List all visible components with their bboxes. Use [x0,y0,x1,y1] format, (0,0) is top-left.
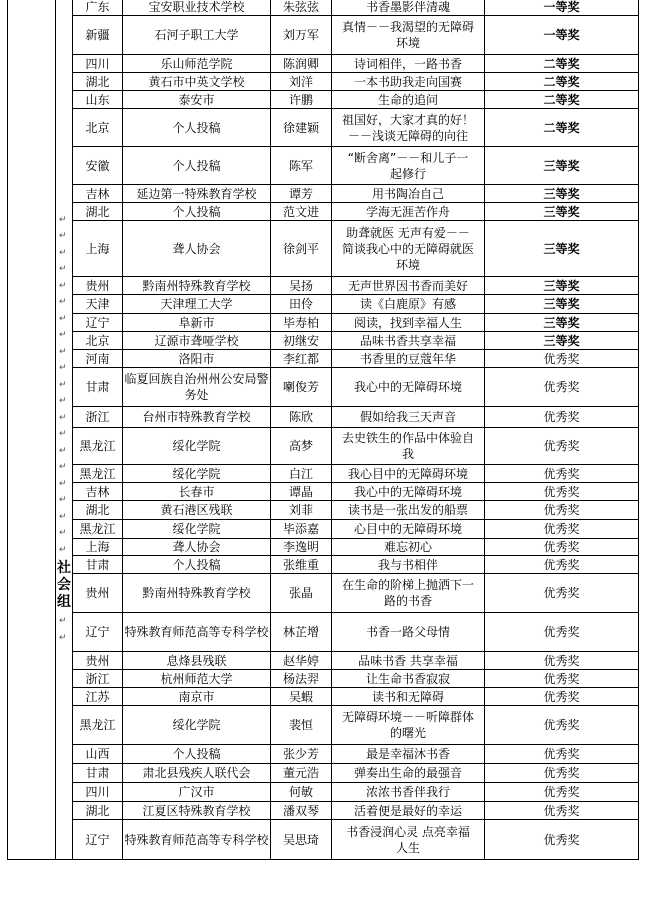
award-cell: 优秀奖 [485,670,639,688]
title-cell [332,520,485,539]
province-cell: 河南 [73,350,123,368]
title-cell [332,185,485,203]
unit-cell: 广汉市 [123,783,271,802]
title-cell [332,0,485,16]
unit-cell: 天津理工大学 [123,295,271,314]
title-cell [332,428,485,465]
table-row [8,295,639,314]
name-cell: 陈润卿 [271,55,332,73]
unit-cell: 聋人协会 [123,221,271,277]
award-cell: 三等奖 [485,295,639,314]
award-cell: 二等奖 [485,109,639,147]
title-line: 祖国好，大家才真的好！ [341,112,474,127]
title-cell [332,539,485,556]
title-line: 在生命的阶梯上抛洒下一 [341,578,474,592]
name-cell: 李逸明 [271,539,332,556]
award-cell: 优秀奖 [485,350,639,368]
paragraph-mark: ↵ [59,429,67,440]
province-cell: 上海 [73,221,123,277]
award-cell: 三等奖 [485,332,639,350]
title-cell [332,203,485,221]
title-cell [332,221,485,277]
table-row [8,802,639,820]
name-cell: 赵华婷 [271,652,332,670]
name-cell: 田伶 [271,295,332,314]
table-row [8,670,639,688]
name-cell: 潘双琴 [271,802,332,820]
group-column [56,0,73,860]
award-cell: 优秀奖 [485,520,639,539]
table-row [8,501,639,520]
title-line: 让生命书香寂寂 [365,671,450,686]
title-line: 心目中的无障碍环境 [353,522,462,536]
paragraph-mark: ↵ [59,330,67,341]
unit-cell: 泰安市 [123,91,271,109]
unit-cell: 黄石港区残联 [123,501,271,520]
table-row [8,314,639,332]
name-cell: 朱弦弦 [271,0,332,16]
paragraph-marks [56,212,72,559]
paragraph-mark: ↵ [59,511,67,522]
title-line: 无障碍环境－－听障群体 [341,710,474,724]
province-cell: 北京 [73,332,123,350]
province-cell: 四川 [73,783,123,802]
title-cell [332,783,485,802]
paragraph-mark: ↵ [59,528,67,539]
unit-cell: 宝安职业技术学校 [123,0,271,16]
unit-cell: 特殊教育师范高等专科学校 [123,820,271,860]
title-line: 的曙光 [389,726,426,740]
award-cell: 一等奖 [485,16,639,55]
name-cell: 张少芳 [271,745,332,764]
province-cell: 黑龙江 [73,520,123,539]
province-cell: 浙江 [73,670,123,688]
unit-cell: 石河子职工大学 [123,16,271,55]
province-cell: 山东 [73,91,123,109]
title-line: 假如给我三天声音 [359,410,456,424]
province-cell: 湖北 [73,73,123,91]
paragraph-mark: ↵ [59,214,67,225]
table-row [8,109,639,147]
table-row [8,764,639,783]
province-cell: 黑龙江 [73,465,123,483]
award-table-body [8,0,639,860]
title-cell [332,706,485,745]
table-row [8,706,639,745]
table-row [8,55,639,73]
award-cell: 优秀奖 [485,368,639,407]
unit-cell: 肃北县残疾人联代会 [123,764,271,783]
unit-cell: 黔南州特殊教育学校 [123,277,271,295]
title-line: 我心中的无障碍环境 [353,380,462,394]
title-cell [332,109,485,147]
title-cell [332,332,485,350]
award-cell: 优秀奖 [485,483,639,501]
province-cell: 辽宁 [73,613,123,652]
unit-cell: 特殊教育师范高等专科学校 [123,613,271,652]
unit-cell: 个人投稿 [123,745,271,764]
name-cell: 何敏 [271,783,332,802]
paragraph-mark: ↵ [59,396,67,407]
province-cell: 湖北 [73,501,123,520]
award-table [7,0,639,860]
title-line: 书香浸润心灵 点亮幸福 [346,824,470,839]
award-cell: 优秀奖 [485,764,639,783]
award-cell: 二等奖 [485,91,639,109]
award-cell: 优秀奖 [485,820,639,860]
title-line: 用书陶冶自己 [371,186,444,201]
title-cell [332,350,485,368]
name-cell: 徐剑平 [271,221,332,277]
name-cell: 裴恒 [271,706,332,745]
paragraph-mark: ↵ [59,231,67,242]
paragraph-mark: ↵ [59,544,67,555]
province-cell: 甘肃 [73,764,123,783]
table-row [8,783,639,802]
name-cell: 谭芳 [271,185,332,203]
title-cell [332,465,485,483]
title-line: 我心中的无障碍环境 [353,484,462,499]
table-row [8,203,639,221]
unit-cell: 黄石市中英文学校 [123,73,271,91]
name-cell: 毕添嘉 [271,520,332,539]
unit-cell: 黔南州特殊教育学校 [123,574,271,613]
title-line: 品味书香共享幸福 [359,333,456,348]
blank-column [8,0,56,860]
unit-cell: 阜新市 [123,314,271,332]
title-cell [332,314,485,332]
award-cell: 优秀奖 [485,556,639,574]
province-cell: 天津 [73,295,123,314]
name-cell: 范文进 [271,203,332,221]
award-cell: 三等奖 [485,277,639,295]
award-cell: 三等奖 [485,185,639,203]
unit-cell: 绥化学院 [123,465,271,483]
table-row [8,185,639,203]
unit-cell: 聋人协会 [123,539,271,556]
title-line: 起修行 [389,166,426,181]
unit-cell: 延边第一特殊教育学校 [123,185,271,203]
title-line: 我心目中的无障碍环境 [347,466,468,481]
table-row [8,16,639,55]
title-cell [332,277,485,295]
table-row [8,652,639,670]
paragraph-mark: ↵ [59,297,67,308]
title-line: 品味书香 共享幸福 [358,653,458,668]
title-cell [332,820,485,860]
province-cell: 辽宁 [73,820,123,860]
name-cell: 喇俊芳 [271,368,332,407]
paragraph-mark: ↵ [59,346,67,357]
unit-cell: 个人投稿 [123,556,271,574]
award-cell: 二等奖 [485,55,639,73]
table-row [8,574,639,613]
name-cell: 初继安 [271,332,332,350]
unit-cell: 辽源市聋哑学校 [123,332,271,350]
table-row [8,465,639,483]
table-row [8,428,639,465]
title-line: 读《白鹿原》有感 [359,297,456,311]
title-line: 人生 [395,840,420,855]
province-cell: 甘肃 [73,368,123,407]
group-label [57,560,71,611]
table-row [8,332,639,350]
title-cell [332,483,485,501]
name-cell: 刘菲 [271,501,332,520]
table-row [8,539,639,556]
unit-cell: 长春市 [123,483,271,501]
name-cell: 吴扬 [271,277,332,295]
province-cell: 新疆 [73,16,123,55]
title-line: 书香里的豆蔻年华 [359,351,456,366]
title-cell [332,688,485,706]
award-cell: 三等奖 [485,314,639,332]
award-cell: 三等奖 [485,147,639,185]
province-cell: 吉林 [73,483,123,501]
group-label-char: 会 [57,577,71,594]
title-cell [332,295,485,314]
unit-cell: 个人投稿 [123,147,271,185]
province-cell: 北京 [73,109,123,147]
province-cell: 辽宁 [73,314,123,332]
title-cell [332,368,485,407]
paragraph-mark: ↵ [59,280,67,291]
title-line: 环境 [395,257,420,272]
title-line: 最是幸福沐书香 [365,747,450,761]
title-line: 路的书香 [383,594,432,608]
title-line: 简谈我心中的无障碍就医 [341,241,474,256]
paragraph-mark: ↵ [59,616,67,627]
unit-cell: 绥化学院 [123,520,271,539]
unit-cell: 个人投稿 [123,109,271,147]
title-line: 一本书助我走向国赛 [353,74,462,89]
unit-cell: 江夏区特殊教育学校 [123,802,271,820]
title-line: 助聋就医 无声有爱－－ [346,225,470,240]
title-line: 去史铁生的作品中体验自 [341,431,474,445]
table-row [8,147,639,185]
title-cell [332,55,485,73]
province-cell: 贵州 [73,574,123,613]
table-row [8,520,639,539]
unit-cell: 临夏回族自治州州公安局警务处 [123,368,271,407]
province-cell: 四川 [73,55,123,73]
province-cell: 黑龙江 [73,706,123,745]
table-row [8,745,639,764]
group-label-char: 组 [57,594,71,611]
paragraph-mark: ↵ [59,313,67,324]
title-line: 我 [401,447,414,461]
name-cell: 陈军 [271,147,332,185]
province-cell: 安徽 [73,147,123,185]
title-line: 难忘初心 [383,540,432,554]
table-row [8,407,639,428]
award-cell: 优秀奖 [485,539,639,556]
title-line: 真情－－我渴望的无障碍 [341,20,474,34]
title-line: 无声世界因书香而美好 [347,278,468,293]
province-cell: 吉林 [73,185,123,203]
group-label-char: 社 [57,560,71,577]
award-cell: 优秀奖 [485,465,639,483]
title-line: “断舍离”－－和儿子一 [347,150,469,165]
name-cell: 吴蝦 [271,688,332,706]
name-cell: 刘万军 [271,16,332,55]
table-row [8,91,639,109]
title-line: 学海无涯苦作舟 [365,204,450,219]
paragraph-mark: ↵ [59,264,67,275]
title-line: 弹奏出生命的最强音 [353,766,462,780]
title-cell [332,745,485,764]
table-row [8,483,639,501]
award-cell: 二等奖 [485,73,639,91]
unit-cell: 绥化学院 [123,706,271,745]
unit-cell: 息烽县残联 [123,652,271,670]
title-cell [332,91,485,109]
award-cell: 优秀奖 [485,802,639,820]
province-cell: 浙江 [73,407,123,428]
title-line: 活着便是最好的幸运 [353,803,462,818]
paragraph-mark: ↵ [59,462,67,473]
title-line: 读书是一张出发的船票 [347,503,468,517]
paragraph-mark: ↵ [59,379,67,390]
title-cell [332,16,485,55]
paragraph-mark: ↵ [59,247,67,258]
title-line: 诗词相伴，一路书香 [353,56,462,71]
name-cell: 林芷增 [271,613,332,652]
title-cell [332,613,485,652]
name-cell: 刘洋 [271,73,332,91]
paragraph-mark: ↵ [59,412,67,423]
name-cell: 谭晶 [271,483,332,501]
table-row [8,277,639,295]
province-cell: 贵州 [73,277,123,295]
title-line: 环境 [395,36,420,50]
award-cell: 三等奖 [485,221,639,277]
award-cell: 优秀奖 [485,501,639,520]
award-cell: 三等奖 [485,203,639,221]
title-line: 阅读，找到幸福人生 [353,315,462,330]
name-cell: 董元浩 [271,764,332,783]
unit-cell: 洛阳市 [123,350,271,368]
name-cell: 高梦 [271,428,332,465]
award-cell: 优秀奖 [485,428,639,465]
name-cell: 吴思琦 [271,820,332,860]
unit-cell: 杭州师范大学 [123,670,271,688]
award-cell: 优秀奖 [485,783,639,802]
award-cell: 优秀奖 [485,574,639,613]
name-cell: 李红都 [271,350,332,368]
title-cell [332,501,485,520]
award-cell: 优秀奖 [485,688,639,706]
table-row [8,688,639,706]
name-cell: 张晶 [271,574,332,613]
award-cell: 优秀奖 [485,613,639,652]
award-cell: 优秀奖 [485,407,639,428]
province-cell: 湖北 [73,802,123,820]
table-row [8,0,639,16]
paragraph-mark: ↵ [59,363,67,374]
title-line: 书香墨影伴清魂 [365,0,450,14]
province-cell: 江苏 [73,688,123,706]
unit-cell: 乐山师范学院 [123,55,271,73]
title-line: －－浅谈无障碍的向往 [347,128,468,143]
unit-cell: 南京市 [123,688,271,706]
name-cell: 白江 [271,465,332,483]
paragraph-mark: ↵ [59,445,67,456]
title-cell [332,670,485,688]
name-cell: 许鹏 [271,91,332,109]
paragraph-mark: ↵ [59,495,67,506]
province-cell: 上海 [73,539,123,556]
title-cell [332,574,485,613]
table-row [8,350,639,368]
title-line: 书香一路父母情 [365,625,450,639]
name-cell: 陈欣 [271,407,332,428]
title-line: 生命的追问 [377,92,438,107]
province-cell: 黑龙江 [73,428,123,465]
province-cell: 贵州 [73,652,123,670]
award-cell: 优秀奖 [485,706,639,745]
paragraph-mark: ↵ [59,478,67,489]
province-cell: 广东 [73,0,123,16]
title-cell [332,407,485,428]
name-cell: 张维重 [271,556,332,574]
province-cell: 山西 [73,745,123,764]
award-cell: 一等奖 [485,0,639,16]
title-cell [332,802,485,820]
name-cell: 徐建颖 [271,109,332,147]
unit-cell: 台州市特殊教育学校 [123,407,271,428]
paragraph-marks [56,613,72,646]
award-cell: 优秀奖 [485,652,639,670]
province-cell: 甘肃 [73,556,123,574]
table-row [8,556,639,574]
table-row [8,368,639,407]
title-cell [332,764,485,783]
award-cell: 优秀奖 [485,745,639,764]
unit-cell: 绥化学院 [123,428,271,465]
province-cell: 湖北 [73,203,123,221]
table-row [8,613,639,652]
table-row [8,73,639,91]
title-line: 读书和无障碍 [371,689,444,704]
title-line: 我与书相伴 [377,557,438,572]
title-line: 浓浓书香伴我行 [365,785,450,799]
name-cell: 毕寿柏 [271,314,332,332]
title-cell [332,652,485,670]
name-cell: 杨法羿 [271,670,332,688]
unit-cell: 个人投稿 [123,203,271,221]
table-row [8,221,639,277]
title-cell [332,73,485,91]
title-cell [332,556,485,574]
paragraph-mark: ↵ [59,632,67,643]
table-row [8,820,639,860]
title-cell [332,147,485,185]
